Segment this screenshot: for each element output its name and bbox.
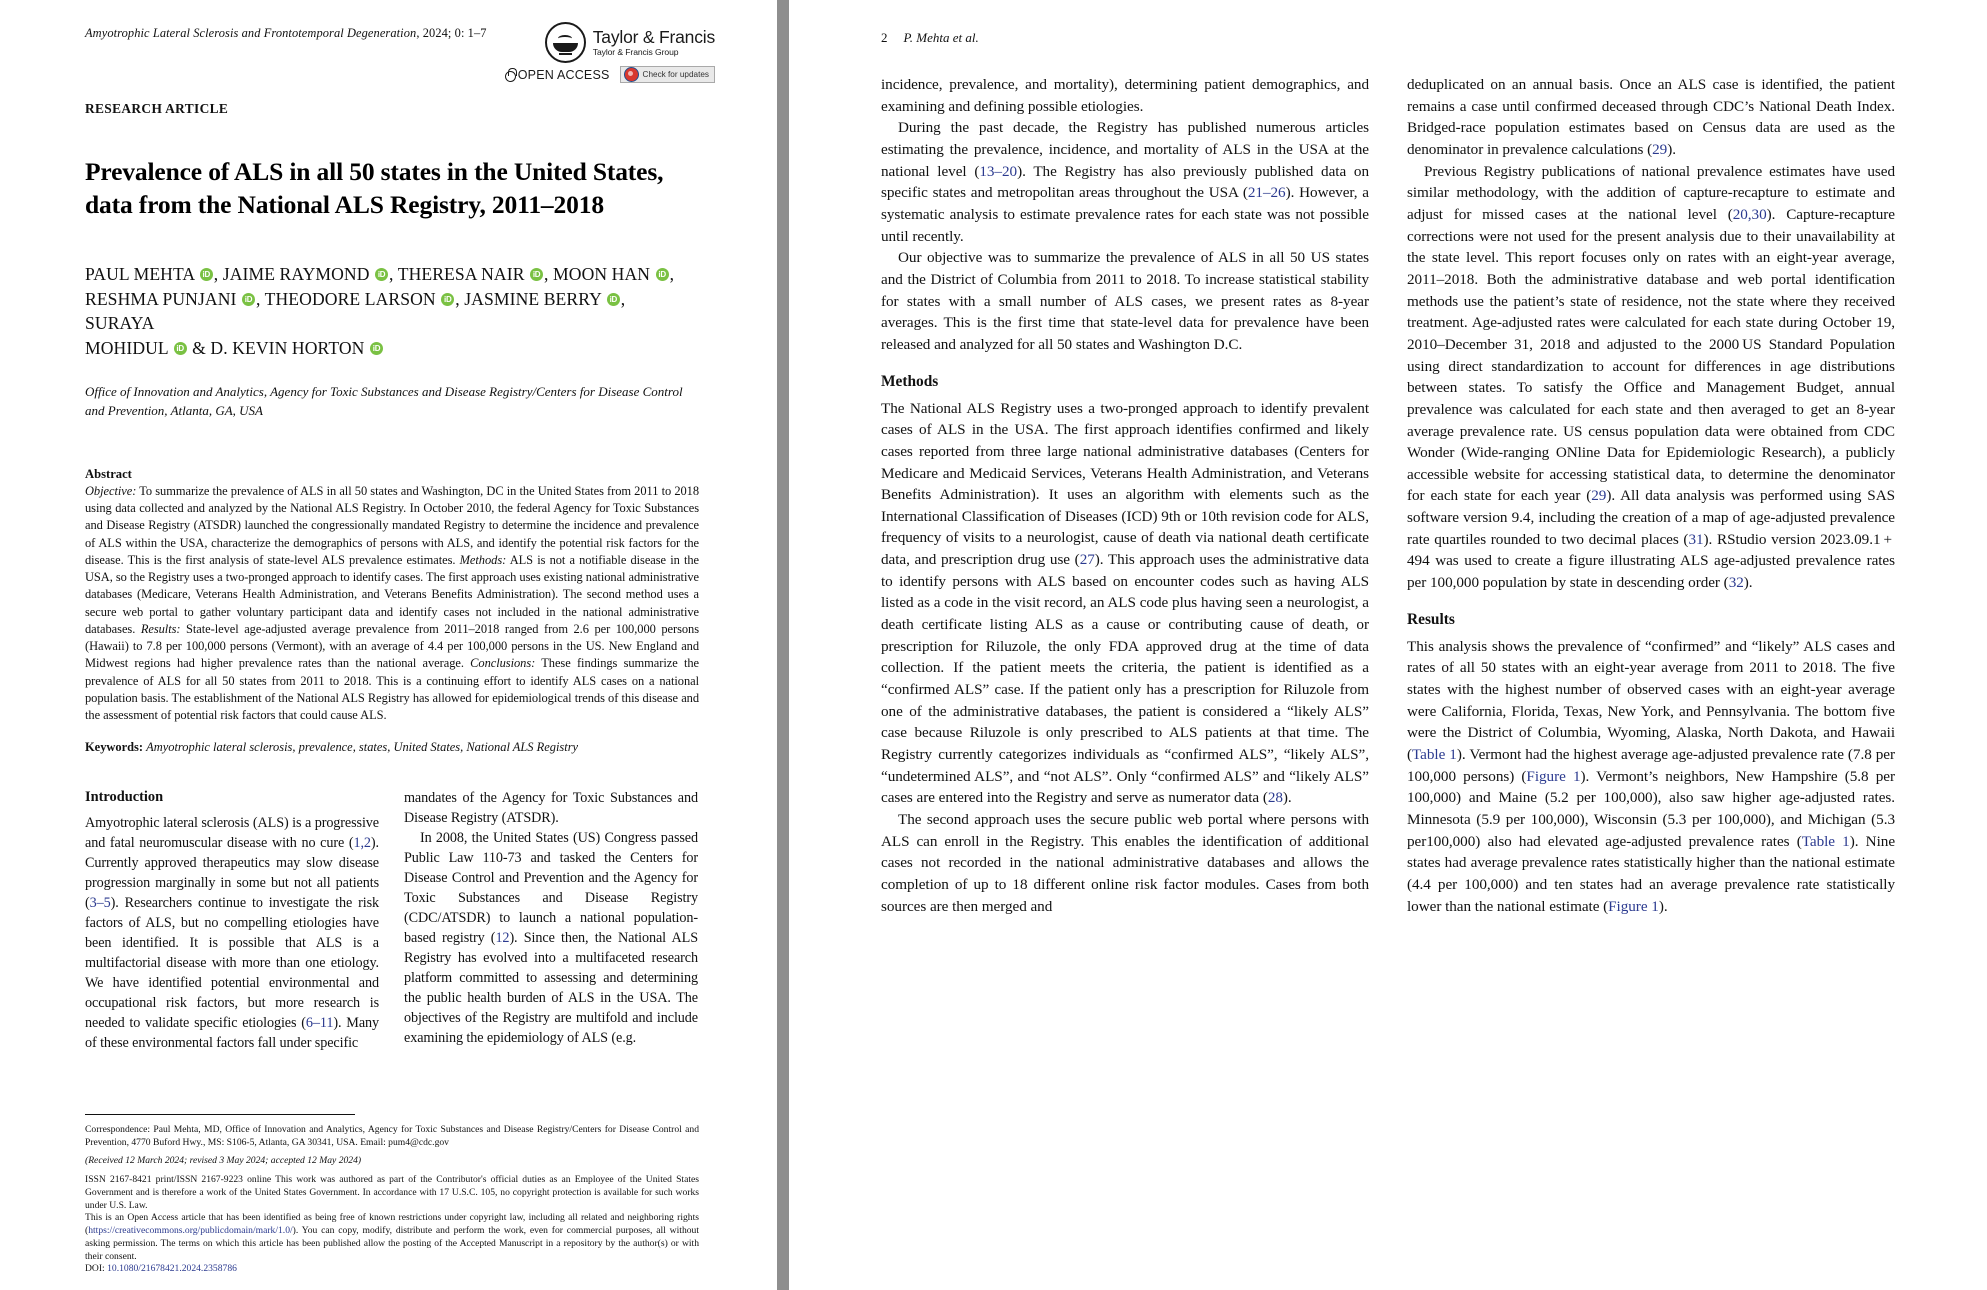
author-list — [85, 262, 699, 360]
intro-column-2 — [404, 789, 698, 1053]
citation-link[interactable]: 20,30 — [1732, 205, 1767, 223]
received-dates: (Received 12 March 2024; revised 3 May 2024; accepted 12 May 2024) — [85, 1155, 362, 1167]
methods-paragraph-1: The National ALS Registry uses a two-pronged approach to identify prevalent cases of ALS in the USA. The first approach identifies confirmed and likely cases reported from three large national administrative databases (Centers for Medicare and Medicaid Services, Veterans Health Administration, and Veterans Benefits Administration). It uses an algorithm with elements such as the International Classification of Diseases (ICD) 9th or 10th revision code for ALS, frequency of visits to a neurologist, cause of death via national death certificate data, and prescription drug use (27). This approach uses the administrative data to identify persons with ALS based on encounter codes such as having ALS listed as a code in the visit record, an ALS code plus having seen a neurologist, a death certificate listing ALS as a cause or contributing cause of death, or prescription for Riluzole, the only FDA approved drug at the time of data collection. If the patient meets the criteria, the patient is identified as a “confirmed ALS” case. If the patient only has a prescription for Riluzole from one of the administrative databases, the patient is considered a “likely ALS” case because Riluzole is only prescribed to ALS patients at that time. The Registry currently categorizes individuals as “confirmed ALS”, “likely ALS”, “undetermined ALS”, and “not ALS”. Only “confirmed ALS” and “likely ALS” cases are entered into the Registry and serve as numerator data (28). — [881, 399, 1370, 807]
page2-column-2 — [1407, 74, 1895, 917]
footnote-divider — [85, 1114, 355, 1115]
journal-title: Amyotrophic Lateral Sclerosis and Frontotemporal Degeneration — [85, 26, 417, 40]
author-line-3: MOHIDUL iD & D. KEVIN HORTON iD — [85, 336, 699, 360]
orcid-icon[interactable] — [530, 268, 543, 281]
publisher-name: Taylor & Francis — [592, 26, 715, 47]
orcid-icon[interactable] — [200, 268, 213, 281]
page2-columns — [881, 74, 1895, 917]
section-heading-introduction: Introduction — [85, 789, 164, 806]
abstract-heading: Abstract — [85, 467, 132, 481]
citation-link[interactable]: 29 — [1591, 487, 1607, 505]
p2c2-paragraph-2: Previous Registry publications of national prevalence estimates have used similar methodology, with the addition of capture-recapture to estimate and adjust for missed cases at the national level (20,30). Capture-recapture corrections were not used for the present analysis due to their unavailability at the state level. This report focuses only on rates with an eight-year average, 2011–2018. Both the administrative database and web portal identification methods use the patient’s state of residence, not the state where they received treatment. Age-adjusted rates were calculated for each state during October 19, 2010–December 31, 2018 and adjusted to the 2000 US Standard Population using direct standardization to account for differences in age distributions between states. To satisfy the Office and Management Budget, annual prevalence was calculated for each state and then averaged to get an 8-year average prevalence rate. US census population data were obtained from CDC Wonder (Wide-ranging ONline Data for Epidemiologic Research), a publicly accessible website for accessing statistical data, to determine the denominator for each state for each year (29). All data analysis was performed using SAS software version 9.4, including the creation of a map of age-adjusted prevalence rate quartiles rounded to two decimal places (31). RStudio version 2023.09.1 + 494 was used to create a figure illustrating ALS age-adjusted prevalence rates per 100,000 population by state in descending order (32). — [1407, 162, 1896, 592]
crossmark-icon — [624, 67, 639, 82]
p2c1-paragraph-3: Our objective was to summarize the prevalence of ALS in all 50 US states and the District of Columbia from 2011 to 2018. To increase statistical stability for states with a small number of ALS cases, we present rates as 8-year averages. This is the first time that state-level data for prevalence have been released and analyzed for all 50 states and Washington D.C. — [881, 249, 1369, 353]
page-2 — [789, 0, 1987, 1290]
citation-link[interactable]: 3–5 — [89, 895, 111, 912]
section-heading-methods: Methods — [881, 372, 939, 390]
citation-link[interactable]: 1,2 — [353, 835, 371, 852]
figure-link[interactable]: Figure 1 — [1608, 897, 1659, 915]
running-title: P. Mehta et al. — [903, 30, 979, 45]
page-1 — [0, 0, 777, 1290]
doi-link[interactable]: 10.1080/21678421.2024.2358786 — [107, 1263, 237, 1275]
section-heading-results: Results — [1407, 610, 1455, 628]
citation-link[interactable]: 21–26 — [1247, 184, 1286, 202]
check-for-updates-button[interactable] — [620, 66, 715, 83]
correspondence-note: Correspondence: Paul Mehta, MD, Office of Innovation and Analytics, Agency for Toxic Substances and Disease Registry/Centers for Disease Control and Prevention, 4770 Buford Hwy., MS: S106-5, Atlanta, GA 30341, USA. Email: pum4@cdc.gov — [85, 1123, 699, 1148]
page-gutter — [777, 0, 789, 1290]
open-access-badge — [505, 68, 610, 82]
author-line-1: PAUL MEHTA iD, JAIME RAYMOND iD, THERESA NAIR iD, MOON HAN iD, — [85, 262, 699, 286]
intro-paragraph-2: mandates of the Agency for Toxic Substances and Disease Registry (ATSDR). — [404, 790, 698, 827]
intro-paragraph-3: In 2008, the United States (US) Congress passed Public Law 110-73 and tasked the Centers for Disease Control and Prevention and the Agency for Toxic Substances and Disease Registry (CDC/ATSDR) to launch a national population-based registry (12). Since then, the National ALS Registry has evolved into a multifaceted research platform committed to assessing and determining the public health burden of ALS in the USA. The objectives of the Registry are multifold and include examining the epidemiology of ALS (e.g. — [404, 830, 698, 1046]
running-head — [881, 30, 1895, 46]
figure-link[interactable]: Figure 1 — [1526, 767, 1581, 785]
intro-paragraph-1: Amyotrophic lateral sclerosis (ALS) is a progressive and fatal neuromuscular disease with no cure (1,2). Currently approved therapeutics may slow disease progression marginally in some but not all patients (3–5). Researchers continue to investigate the risk factors of ALS, but no compelling etiologies have been identified. It is possible that ALS is a multifactorial disease with more than one etiology. We have identified potential environmental and occupational risk factors, but more research is needed to validate specific etiologies (6–11). Many of these environmental factors fall under specific — [85, 815, 380, 1051]
citation-link[interactable]: 6–11 — [305, 1014, 334, 1031]
p2c2-paragraph-1: deduplicated on an annual basis. Once an ALS case is identified, the patient remains a case until confirmed deceased through CDC’s National Death Index. Bridged-race population estimates based on Census data are used as the denominator in prevalence calculations (29). — [1407, 76, 1895, 158]
orcid-icon[interactable] — [242, 293, 255, 306]
keywords — [85, 740, 699, 755]
open-access-note: This is an Open Access article that has been identified as being free of known restrictions under copyright law, including all related and neighboring rights (https://creativecommons.org/publicdomain/mark/1.0/). You can copy, modify, distribute and perform the work, even for commercial purposes, all without asking permission. The terms on which this article has been published allow the posting of the Accepted Manuscript in a repository by the author(s) or with their consent. — [85, 1212, 699, 1262]
table-link[interactable]: Table 1 — [1412, 746, 1457, 764]
p2c1-paragraph-1: incidence, prevalence, and mortality), determining patient demographics, and examining and defining possible etiologies. — [881, 76, 1369, 115]
page-number: 2 — [881, 30, 888, 45]
results-paragraph-1: This analysis shows the prevalence of “confirmed” and “likely” ALS cases and rates of all 50 states with an eight-year average from 2011 to 2018. The five states with the highest number of observed cases with an eight-year average were California, Florida, Texas, New York, and Pennsylvania. The bottom five were the District of Columbia, Wyoming, Alaska, North Dakota, and Hawaii (Table 1). Vermont had the highest average age-adjusted prevalence rate (7.8 per 100,000 persons) (Figure 1). Vermont’s neighbors, New Hampshire (5.8 per 100,000) and Maine (5.2 per 100,000), also saw higher age-adjusted rates. Minnesota (5.9 per 100,000), Wisconsin (5.3 per 100,000), and Michigan (5.3 per100,000) also had elevated age-adjusted prevalence rates (Table 1). Nine states had average prevalence rates statistically higher than the national estimate (4.4 per 100,000) and ten states had an average prevalence rate statistically lower than the national estimate (Figure 1). — [1407, 637, 1896, 915]
author-line-2: RESHMA PUNJANI iD, THEODORE LARSON iD, JASMINE BERRY iD, SURAYA — [85, 287, 699, 336]
introduction-section — [85, 789, 699, 1053]
citation-link[interactable]: 12 — [495, 929, 510, 946]
orcid-icon[interactable] — [607, 293, 620, 306]
teacup-icon — [545, 22, 586, 63]
badge-row — [505, 66, 715, 83]
table-link[interactable]: Table 1 — [1801, 832, 1850, 850]
issn-note: ISSN 2167-8421 print/ISSN 2167-9223 online This work was authored as part of the Contributor's official duties as an Employee of the United States Government and is therefore a work of the United States Government. In accordance with 17 U.S.C. 105, no copyright protection is available for such works under U.S. Law. — [85, 1174, 699, 1211]
doi-note: DOI: 10.1080/21678421.2024.2358786 — [85, 1263, 237, 1275]
page-title: Prevalence of ALS in all 50 states in the United States, data from the National ALS Registry, 2011–2018 — [85, 157, 664, 219]
license-link[interactable]: https://creativecommons.org/publicdomain/mark/1.0/ — [88, 1225, 293, 1236]
citation-link[interactable]: 31 — [1688, 530, 1704, 548]
orcid-icon[interactable] — [174, 342, 187, 355]
journal-volume: , 2024; 0: 1–7 — [416, 26, 487, 40]
citation-link[interactable]: 13–20 — [979, 162, 1018, 180]
article-type-label: RESEARCH ARTICLE — [85, 101, 229, 116]
orcid-icon[interactable] — [375, 268, 388, 281]
footnote-block — [85, 1114, 699, 1276]
citation-link[interactable]: 27 — [1079, 551, 1095, 569]
open-lock-icon — [505, 68, 515, 82]
orcid-icon[interactable] — [656, 268, 669, 281]
citation-link[interactable]: 32 — [1728, 574, 1744, 592]
open-access-label: OPEN ACCESS — [517, 67, 610, 82]
keywords-label: Keywords: — [85, 740, 144, 755]
orcid-icon[interactable] — [441, 293, 454, 306]
keywords-value: Amyotrophic lateral sclerosis, prevalence, states, United States, National ALS Registry — [146, 740, 579, 755]
publisher-group: Taylor & Francis Group — [592, 47, 679, 58]
check-for-updates-label: Check for updates — [642, 70, 709, 79]
affiliation: Office of Innovation and Analytics, Agency for Toxic Substances and Disease Registry/Centers for Disease Control and Prevention, Atlanta, GA, USA — [85, 384, 683, 419]
page2-column-1 — [881, 74, 1369, 917]
abstract-text: Objective: To summarize the prevalence of ALS in all 50 states and Washington, DC in the United States from 2011 to 2018 using data collected and analyzed by the National ALS Registry. In October 2010, the federal Agency for Toxic Substances and Disease Registry (ATSDR) launched the congressionally mandated Registry to determine the incidence and prevalence of ALS within the USA, characterize the demographics of persons with ALS, and identify the potential risk factors for the disease. This is the first analysis of state-level ALS prevalence estimates. Methods: ALS is not a notifiable disease in the USA, so the Registry uses a two-pronged approach to identify cases. The first approach uses existing national administrative databases (Medicare, Veterans Health Administration, and Veterans Benefits Administration). The second method uses a secure web portal to gather voluntary participant data and identify cases not included in the national administrative databases. Results: State-level age-adjusted average prevalence from 2011–2018 ranged from 2.6 per 100,000 persons (Hawaii) to 7.8 per 100,000 persons (Vermont), with an average of 4.4 per 100,000 persons in the US. New England and Midwest regions had higher prevalence rates than the national average. Conclusions: These findings summarize the prevalence of ALS for all 50 states from 2011 to 2018. This is a continuing effort to identify ALS cases on a national population basis. The establishment of the National ALS Registry has allowed for epidemiological trends of this disease and the assessment of potential risk factors that could cause ALS. — [85, 484, 699, 723]
taylor-francis-logo — [545, 22, 715, 63]
intro-column-1 — [85, 789, 379, 1053]
methods-paragraph-2: The second approach uses the secure public web portal where persons with ALS can enroll in the Registry. This enables the identification of additional cases not recorded in the national administrative databases and allows the completion of up to 18 different online risk factor modules. Cases from both sources are then merged and — [881, 811, 1369, 915]
citation-link[interactable]: 29 — [1652, 140, 1668, 158]
orcid-icon[interactable] — [370, 342, 383, 355]
citation-link[interactable]: 28 — [1267, 789, 1283, 807]
p2c1-paragraph-2: During the past decade, the Registry has published numerous articles estimating the prevalence, incidence, and mortality of ALS in the USA at the national level (13–20). The Registry has also previously published data on specific states and metropolitan areas throughout the USA (21–26). However, a systematic analysis to estimate prevalence rates for each state was not possible until recently. — [881, 119, 1369, 245]
